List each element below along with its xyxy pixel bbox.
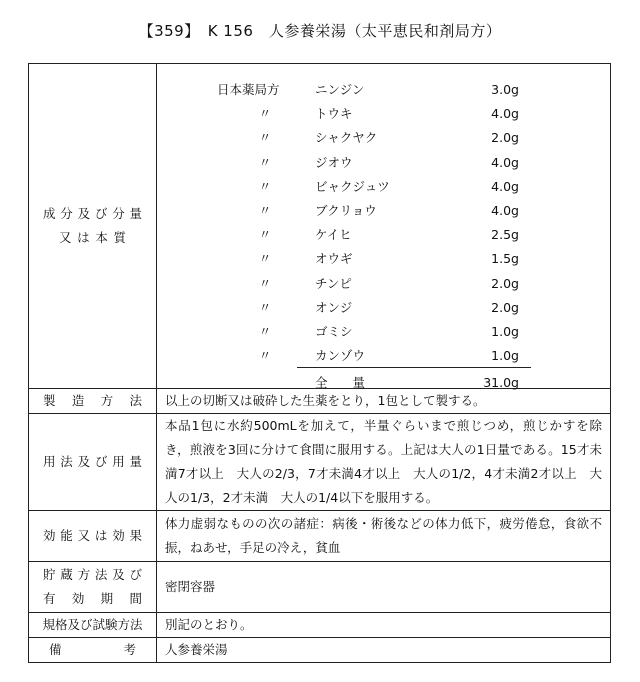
ingredient-row <box>165 320 605 344</box>
composition-label-line2: 又は本質 <box>59 230 126 245</box>
ingredient-name: ブクリョウ <box>315 203 377 218</box>
manufacturing-label <box>29 389 157 414</box>
ingredient-name: ゴミシ <box>315 324 353 339</box>
ditto-mark: 〃 <box>258 299 272 315</box>
ingredient-row <box>165 199 605 223</box>
ditto-mark: 〃 <box>258 130 272 146</box>
ingredient-row <box>165 272 605 296</box>
storage-label-line1: 貯蔵方法及び <box>43 567 142 582</box>
ingredient-name: チンピ <box>315 275 352 291</box>
ingredient-source: 日本薬局方 <box>217 82 280 97</box>
remarks-label-text: 備考 <box>49 642 136 657</box>
ingredient-row <box>165 151 605 175</box>
ingredient-name: ビャクジュツ <box>315 178 390 194</box>
ditto-mark: 〃 <box>258 324 272 339</box>
ingredient-row <box>165 247 605 271</box>
ingredient-name: トウキ <box>315 106 353 122</box>
dosage-label <box>29 414 157 511</box>
efficacy-label-text: 効能又は効果 <box>43 528 142 543</box>
ingredient-name: ニンジン <box>315 82 365 97</box>
ingredient-amount: 2.0g <box>491 130 519 146</box>
total-amount: 31.0g <box>483 375 519 390</box>
ingredient-name: ジオウ <box>315 154 353 170</box>
ingredient-row <box>165 296 605 320</box>
ingredient-amount: 4.0g <box>491 106 519 122</box>
ingredient-amount: 1.0g <box>491 348 519 364</box>
specification-text: 別記のとおり。 <box>157 613 611 638</box>
table-row-dosage <box>29 414 611 511</box>
specification-label-text: 規格及び試験方法 <box>42 617 143 632</box>
remarks-text: 人参養栄湯 <box>157 638 611 663</box>
ingredient-row <box>165 102 605 126</box>
dosage-label-text: 用法及び用量 <box>43 454 142 469</box>
remarks-label <box>29 638 157 663</box>
ingredient-name: シャクヤク <box>315 130 378 146</box>
table-row-efficacy <box>29 511 611 562</box>
ingredient-amount: 2.0g <box>491 275 519 291</box>
ditto-mark: 〃 <box>258 178 272 194</box>
ingredient-name: オウギ <box>315 251 353 267</box>
table-row-specification <box>29 613 611 638</box>
table-row-remarks <box>29 638 611 663</box>
table-row-composition <box>29 64 611 389</box>
ingredient-amount: 2.5g <box>491 227 519 243</box>
ingredient-name: オンジ <box>315 299 353 315</box>
manufacturing-label-text: 製造方法 <box>43 393 142 408</box>
ingredient-row <box>165 344 605 368</box>
ingredient-row <box>165 78 605 102</box>
ingredient-name: ケイヒ <box>315 227 352 243</box>
ingredient-row <box>165 126 605 150</box>
dosage-text: 本品1包に水約500mLを加えて，半量ぐらいまで煎じつめ，煎じかすを除き，煎液を3回に分けて食間に服用する。上記は大人の1日量である。15才未満7才以上 大人の2/3，7才未満4才以上 大人の1/2，4才未満2才以上 大人の1/3，2才未満 大人の1/4以下を服用する。 <box>157 414 611 511</box>
ingredient-name: カンゾウ <box>315 348 366 364</box>
composition-content <box>157 64 611 389</box>
ingredient-amount: 4.0g <box>491 178 519 194</box>
ingredient-amount: 1.5g <box>491 251 519 267</box>
monograph-table <box>28 63 611 663</box>
storage-label-line2: 有効期間 <box>43 591 142 606</box>
manufacturing-text: 以上の切断又は破砕した生薬をとり，1包として製する。 <box>157 389 611 414</box>
ingredient-amount: 3.0g <box>491 82 519 97</box>
ingredient-amount: 1.0g <box>491 324 519 339</box>
total-row <box>165 371 605 395</box>
specification-label <box>29 613 157 638</box>
ditto-mark: 〃 <box>258 227 272 243</box>
ingredient-row <box>165 175 605 199</box>
storage-text: 密閉容器 <box>157 562 611 613</box>
ditto-mark: 〃 <box>258 203 272 218</box>
ingredient-list <box>165 76 602 390</box>
ingredient-amount: 4.0g <box>491 203 519 218</box>
document-title: 【359】 K 156 人参養栄湯（太平恵民和剤局方） <box>138 22 502 40</box>
composition-label <box>29 64 157 389</box>
efficacy-label <box>29 511 157 562</box>
ingredient-row <box>165 223 605 247</box>
ingredient-amount: 2.0g <box>491 299 519 315</box>
ingredient-amount: 4.0g <box>491 154 519 170</box>
ditto-mark: 〃 <box>258 275 272 291</box>
ditto-mark: 〃 <box>258 348 272 364</box>
ditto-mark: 〃 <box>258 251 272 267</box>
composition-label-line1: 成分及び分量 <box>43 206 142 221</box>
storage-label <box>29 562 157 613</box>
efficacy-text: 体力虚弱なものの次の諸症：病後・術後などの体力低下，疲労倦怠，食欲不振，ねあせ，手足の冷え，貧血 <box>157 511 611 562</box>
table-row-storage <box>29 562 611 613</box>
ditto-mark: 〃 <box>258 106 272 122</box>
ditto-mark: 〃 <box>258 154 272 170</box>
total-label: 全 量 <box>315 375 366 390</box>
